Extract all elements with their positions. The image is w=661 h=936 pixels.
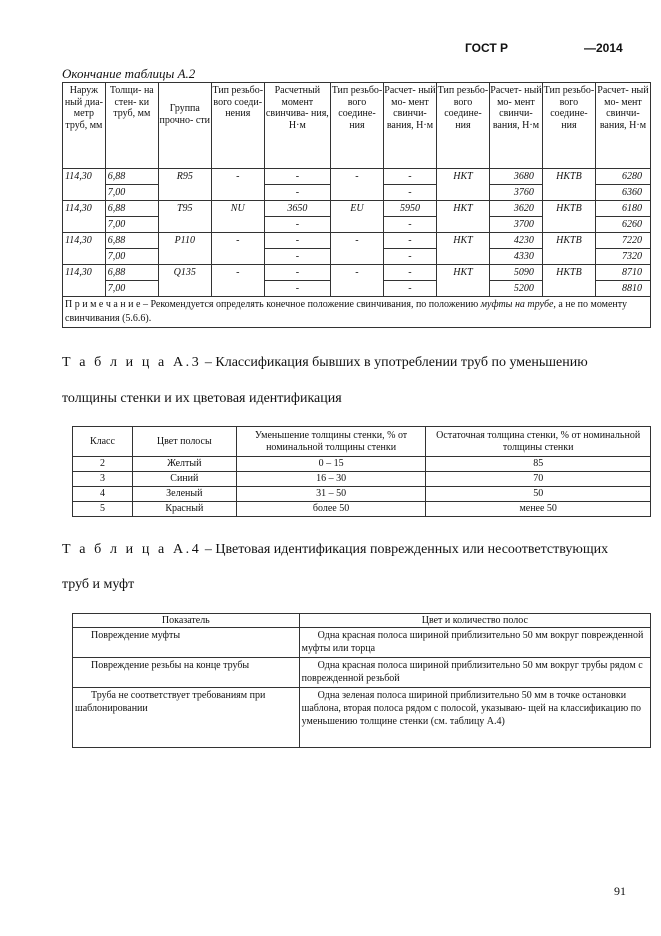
remaining-wall-cell: менее 50: [426, 502, 651, 517]
torque-value: 4230: [489, 233, 542, 249]
table-row: [73, 628, 651, 658]
torque-value: 8710: [595, 265, 650, 281]
table-a3-label: Т а б л и ц а А.3: [62, 355, 202, 370]
table-a2-header: Расчет- ный мо- мент свинчи- вания, Н·м: [383, 83, 436, 169]
class-cell: 2: [73, 457, 133, 472]
table-row: [73, 472, 651, 487]
torque-value: -: [264, 217, 330, 233]
thread-type: НКТ: [436, 169, 489, 201]
table-a2-header: Тип резьбо- вого соедине- ния: [330, 83, 383, 169]
table-a3-header-row: [73, 427, 651, 457]
class-cell: 5: [73, 502, 133, 517]
outer-diameter: 114,30: [63, 201, 106, 233]
thread-type: НКТВ: [542, 169, 595, 201]
torque-value: 6260: [595, 217, 650, 233]
thread-type: -: [330, 265, 383, 297]
indicator-text: Повреждение муфты: [91, 630, 181, 641]
table-a4-header: Показатель: [73, 614, 300, 628]
outer-diameter: 114,30: [63, 169, 106, 201]
stripe-color-cell: Желтый: [132, 457, 236, 472]
wall-thickness: 6,88: [105, 201, 158, 217]
thread-type: EU: [330, 201, 383, 233]
note-text: – Рекомендуется определять конечное положение свинчивания, по положению: [140, 299, 481, 310]
torque-value: 4330: [489, 249, 542, 265]
torque-value: -: [264, 249, 330, 265]
table-a2-header: Расчет- ный мо- мент свинчи- вания, Н·м: [489, 83, 542, 169]
table-a3: [72, 426, 651, 517]
table-a2-note-row: [63, 297, 651, 328]
wall-thickness: 7,00: [105, 249, 158, 265]
table-row: [73, 688, 651, 748]
table-a2-continuation: Окончание таблицы А.2: [62, 66, 196, 81]
remaining-wall-cell: 50: [426, 487, 651, 502]
indicator-text: Повреждение резьбы на конце трубы: [91, 660, 250, 671]
strength-grade: R95: [158, 169, 211, 201]
wall-thickness: 6,88: [105, 265, 158, 281]
torque-value: 7320: [595, 249, 650, 265]
table-a3-header: Класс: [73, 427, 133, 457]
table-row: [73, 658, 651, 688]
table-a2-header: Наруж ный диа- метр труб, мм: [63, 83, 106, 169]
torque-value: -: [264, 233, 330, 249]
table-a2: [62, 82, 651, 328]
table-a3-caption: [62, 355, 588, 371]
wall-thickness: 7,00: [105, 281, 158, 297]
torque-value: 3620: [489, 201, 542, 217]
stripe-color-cell: Синий: [132, 472, 236, 487]
wall-thickness: 6,88: [105, 169, 158, 185]
torque-value: 3650: [264, 201, 330, 217]
table-row: [63, 265, 651, 281]
thread-type: NU: [211, 201, 264, 233]
torque-value: 5200: [489, 281, 542, 297]
thread-type: НКТВ: [542, 265, 595, 297]
table-a4-caption: [62, 542, 608, 558]
thread-type: НКТ: [436, 201, 489, 233]
stripe-description-cell: [299, 628, 650, 658]
torque-value: -: [383, 217, 436, 233]
table-a2-header: Расчетный момент свинчива- ния, Н·м: [264, 83, 330, 169]
table-a2-header: Толщи- на стен- ки труб, мм: [105, 83, 158, 169]
torque-value: -: [383, 185, 436, 201]
torque-value: 7220: [595, 233, 650, 249]
header-standard: ГОСТ Р: [465, 41, 509, 55]
thread-type: -: [211, 169, 264, 201]
indicator-cell: [73, 628, 300, 658]
wall-reduction-cell: 16 – 30: [236, 472, 426, 487]
note-label: П р и м е ч а н и е: [65, 299, 141, 310]
strength-grade: T95: [158, 201, 211, 233]
table-a3-caption-line1: – Классификация бывших в употреблении труб по уменьшению: [201, 355, 588, 370]
table-a3-header: Цвет полосы: [132, 427, 236, 457]
table-a4: [72, 613, 651, 748]
torque-value: -: [264, 169, 330, 185]
remaining-wall-cell: 85: [426, 457, 651, 472]
table-row: [63, 233, 651, 249]
table-row: [63, 201, 651, 217]
page-number: 91: [614, 884, 626, 898]
torque-value: 5090: [489, 265, 542, 281]
wall-reduction-cell: 31 – 50: [236, 487, 426, 502]
table-a4-header-row: [73, 614, 651, 628]
thread-type: НКТВ: [542, 201, 595, 233]
torque-value: -: [264, 185, 330, 201]
wall-thickness: 7,00: [105, 217, 158, 233]
wall-thickness: 7,00: [105, 185, 158, 201]
thread-type: НКТ: [436, 265, 489, 297]
table-a2-header: Расчет- ный мо- мент свинчи- вания, Н·м: [595, 83, 650, 169]
torque-value: -: [383, 169, 436, 185]
table-a2-header: Тип резьбо- вого соедине- ния: [542, 83, 595, 169]
torque-value: -: [383, 233, 436, 249]
stripe-description-text: Одна красная полоса шириной приблизительно 50 мм вокруг трубы рядом с поврежденной резьбой: [301, 660, 643, 684]
table-a2-header-row: [63, 83, 651, 169]
thread-type: -: [211, 233, 264, 265]
class-cell: 3: [73, 472, 133, 487]
wall-thickness: 6,88: [105, 233, 158, 249]
torque-value: -: [383, 265, 436, 281]
stripe-description-cell: [299, 688, 650, 748]
indicator-cell: [73, 688, 300, 748]
table-row: [73, 487, 651, 502]
wall-reduction-cell: 0 – 15: [236, 457, 426, 472]
outer-diameter: 114,30: [63, 233, 106, 265]
thread-type: -: [211, 265, 264, 297]
stripe-color-cell: Красный: [132, 502, 236, 517]
note-text-end: , а не по моменту свинчивания (5.6.6).: [65, 299, 627, 324]
strength-grade: P110: [158, 233, 211, 265]
table-row: [73, 502, 651, 517]
table-a3-header: Остаточная толщина стенки, % от номинальной толщины стенки: [426, 427, 651, 457]
table-row: [63, 169, 651, 185]
torque-value: -: [383, 281, 436, 297]
thread-type: НКТВ: [542, 233, 595, 265]
torque-value: 3760: [489, 185, 542, 201]
thread-type: НКТ: [436, 233, 489, 265]
torque-value: 8810: [595, 281, 650, 297]
torque-value: 5950: [383, 201, 436, 217]
table-a2-header: Группа прочно- сти: [158, 83, 211, 169]
outer-diameter: 114,30: [63, 265, 106, 297]
torque-value: 6180: [595, 201, 650, 217]
table-a3-header: Уменьшение толщины стенки, % от номинальной толщины стенки: [236, 427, 426, 457]
table-a3-caption-line2: толщины стенки и их цветовая идентификация: [62, 391, 342, 406]
stripe-description-text: Одна зеленая полоса шириной приблизительно 50 мм в точке остановки шаблона, вторая полоса рядом с полосой, указываю- щей на классификацию по уменьшению толщине стенки (см. таблицу А.4): [301, 690, 642, 727]
stripe-color-cell: Зеленый: [132, 487, 236, 502]
indicator-text: Труба не соответствует требованиям при шаблонировании: [75, 690, 266, 714]
table-a2-note: [63, 297, 651, 328]
torque-value: -: [264, 265, 330, 281]
table-a4-label: Т а б л и ц а А.4: [62, 542, 202, 557]
torque-value: 3680: [489, 169, 542, 185]
table-row: [73, 457, 651, 472]
thread-type: -: [330, 169, 383, 201]
wall-reduction-cell: более 50: [236, 502, 426, 517]
torque-value: -: [264, 281, 330, 297]
strength-grade: Q135: [158, 265, 211, 297]
remaining-wall-cell: 70: [426, 472, 651, 487]
stripe-description-text: Одна красная полоса шириной приблизительно 50 мм вокруг поврежденной муфты или торца: [301, 630, 644, 654]
torque-value: 6280: [595, 169, 650, 185]
stripe-description-cell: [299, 658, 650, 688]
table-a4-caption-line2: труб и муфт: [62, 577, 135, 592]
table-a2-header: Тип резьбо- вого соедине- ния: [436, 83, 489, 169]
indicator-cell: [73, 658, 300, 688]
torque-value: -: [383, 249, 436, 265]
table-a4-header: Цвет и количество полос: [299, 614, 650, 628]
torque-value: 6360: [595, 185, 650, 201]
table-a4-caption-line1: – Цветовая идентификация поврежденных или несоответствующих: [201, 542, 609, 557]
header-year: —2014: [584, 41, 623, 55]
table-a2-header: Тип резьбо- вого соеди- нения: [211, 83, 264, 169]
class-cell: 4: [73, 487, 133, 502]
thread-type: -: [330, 233, 383, 265]
torque-value: 3700: [489, 217, 542, 233]
note-italic-text: муфты на трубе: [480, 299, 554, 310]
